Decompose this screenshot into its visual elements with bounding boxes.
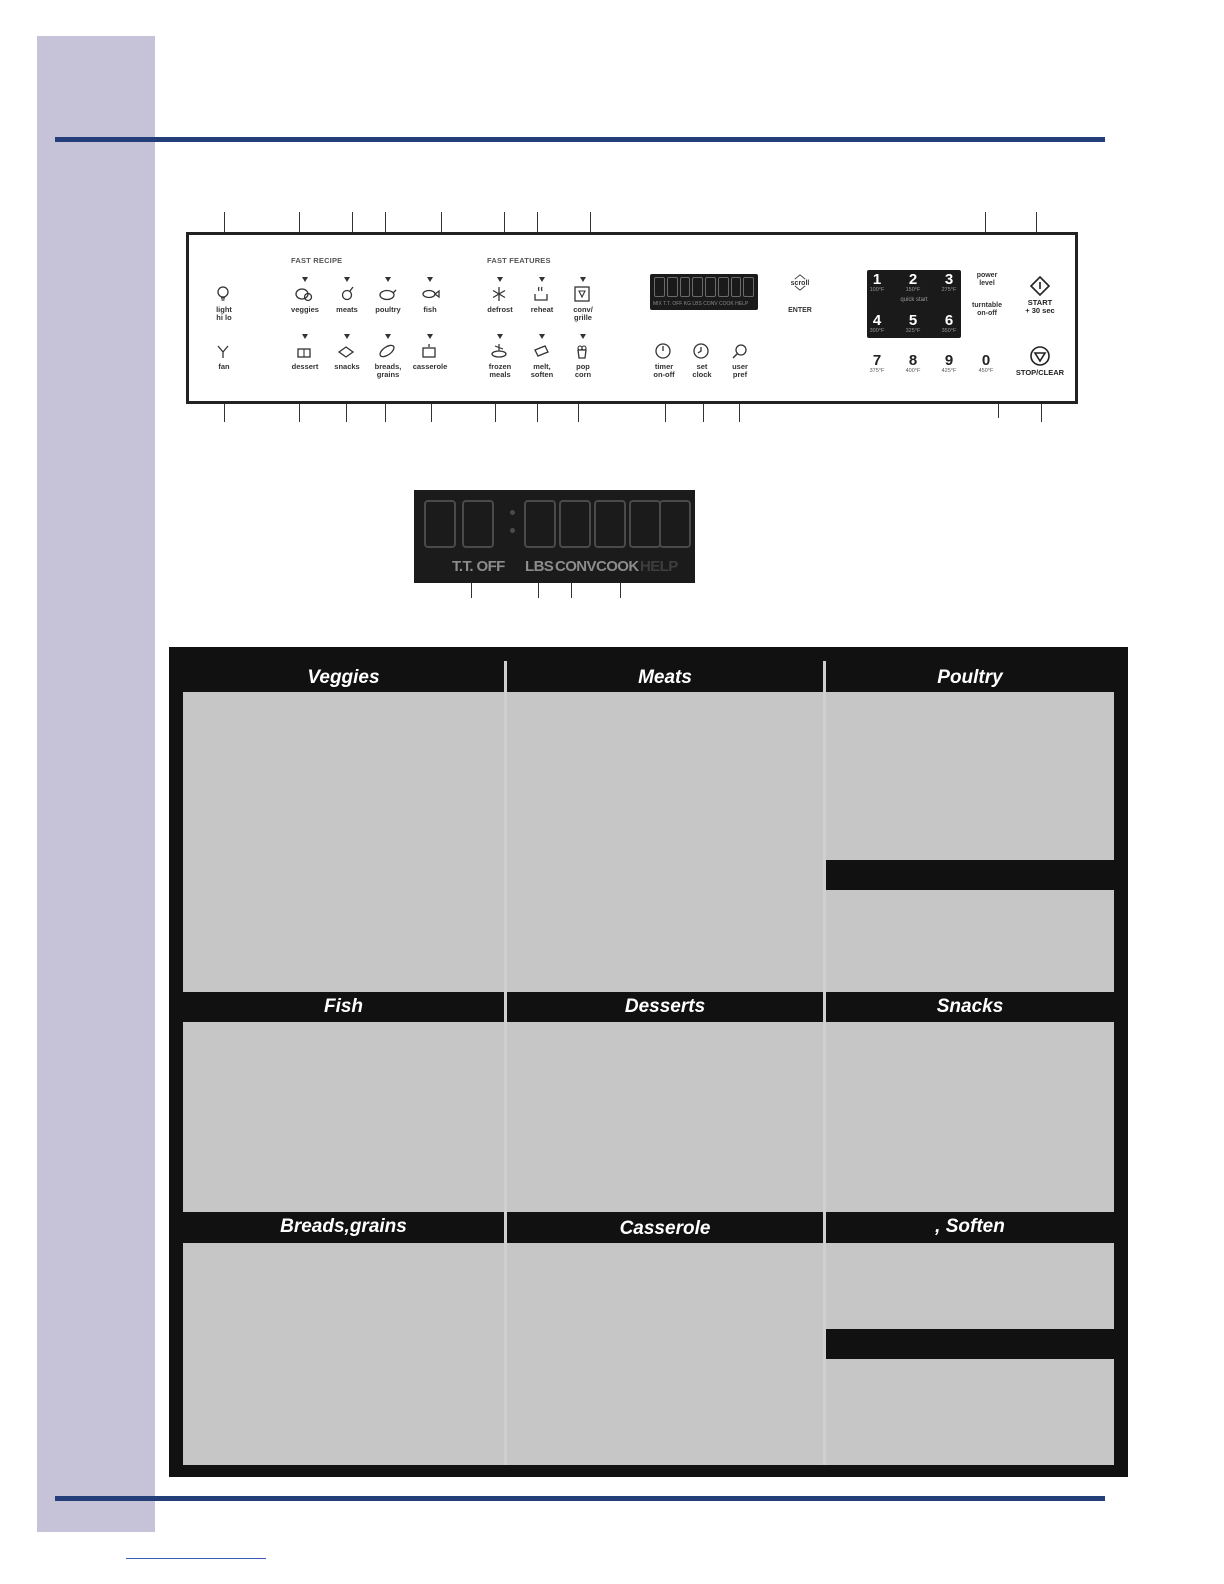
callout-line — [471, 583, 472, 598]
popcorn-button[interactable] — [553, 342, 613, 379]
display-digit — [462, 500, 494, 548]
button-label: dessert — [291, 362, 319, 371]
display-digit — [424, 500, 456, 548]
callout-line — [571, 583, 572, 598]
key-8[interactable] — [898, 353, 928, 375]
chevron-up-icon[interactable]: ︿ — [794, 269, 806, 281]
dessert-icon — [295, 342, 315, 360]
key-temp: 425°F — [941, 368, 957, 374]
fan-icon — [214, 342, 234, 360]
key-temp: 100°F — [869, 287, 885, 293]
cell-fish — [183, 1022, 504, 1212]
cell-desserts — [507, 1022, 823, 1212]
arrow-marker — [497, 277, 503, 282]
display-closeup — [414, 490, 695, 583]
button-label: snacks — [334, 362, 360, 371]
tt-off-indicator: T.T. OFF — [452, 558, 505, 575]
stop-clear-button[interactable]: STOP/CLEAR — [1010, 345, 1070, 377]
quick-start-label: quick start — [900, 297, 928, 303]
stop-icon — [1029, 345, 1051, 367]
arrow-marker — [427, 277, 433, 282]
casserole-icon — [420, 342, 440, 360]
display-digit — [524, 500, 556, 548]
cell-snacks — [826, 1022, 1114, 1212]
button-label-line2: soften — [530, 370, 554, 379]
melt-soften-icon — [532, 342, 552, 360]
cell-poultry — [826, 692, 1114, 860]
display-digits — [654, 277, 754, 297]
clock-icon — [692, 342, 712, 360]
scroll-label: scroll — [790, 280, 810, 287]
button-label-line2: on-off — [653, 370, 675, 379]
button-label: timer — [654, 362, 674, 371]
button-label: casserole — [412, 362, 448, 371]
key-number: 9 — [944, 352, 954, 369]
cell-poultry-extra — [826, 890, 1114, 992]
arrow-marker — [302, 334, 308, 339]
button-label: pop — [576, 362, 590, 371]
snacks-icon — [337, 342, 357, 360]
cell-meats — [507, 692, 823, 992]
fast-recipe-label: FAST RECIPE — [291, 256, 343, 265]
key-5[interactable] — [898, 313, 928, 335]
turntable-button[interactable]: turntable on-off — [972, 302, 1002, 317]
arrow-marker — [344, 334, 350, 339]
button-label-line2: grille — [574, 313, 592, 322]
button-label: meats — [336, 305, 358, 314]
title-casserole: Casserole — [619, 1218, 711, 1239]
title-snacks: Snacks — [936, 996, 1004, 1017]
display-caption: MIX T.T. OFF KG LBS CONV COOK HELP — [653, 301, 749, 307]
start-icon — [1029, 275, 1051, 297]
conv-indicator: CONV — [555, 558, 596, 575]
key-temp: 325°F — [905, 328, 921, 334]
user-pref-icon — [730, 342, 750, 360]
callout-line — [538, 583, 539, 598]
reheat-icon — [532, 285, 552, 303]
conv-grille-button[interactable] — [553, 285, 613, 322]
poultry-icon — [378, 285, 398, 303]
button-label: poultry — [375, 305, 401, 314]
button-label: melt, — [533, 362, 551, 371]
key-temp: 300°F — [869, 328, 885, 334]
button-label: reheat — [530, 305, 554, 314]
button-label: user — [732, 362, 748, 371]
key-temp: 150°F — [905, 287, 921, 293]
arrow-marker — [580, 277, 586, 282]
cell-breads-grains — [183, 1243, 504, 1465]
button-label: set — [696, 362, 708, 371]
bread-icon — [378, 342, 398, 360]
key-number: 2 — [908, 271, 918, 288]
veggies-icon — [295, 285, 315, 303]
arrow-marker — [427, 334, 433, 339]
key-0[interactable] — [971, 353, 1001, 375]
side-band — [37, 36, 155, 1532]
arrow-marker — [580, 334, 586, 339]
title-desserts: Desserts — [624, 996, 706, 1017]
display-digit — [629, 500, 661, 548]
button-label-line2: meals — [489, 370, 511, 379]
display-digit — [559, 500, 591, 548]
arrow-marker — [539, 277, 545, 282]
key-temp: 275°F — [941, 287, 957, 293]
help-indicator: HELP — [640, 558, 678, 575]
button-label-line2: clock — [692, 370, 712, 379]
button-label: conv/ — [573, 305, 593, 314]
frozen-meals-icon — [490, 342, 510, 360]
key-temp: 350°F — [941, 328, 957, 334]
key-number: 3 — [944, 271, 954, 288]
user-pref-button[interactable] — [710, 342, 770, 379]
cell-casserole — [507, 1243, 823, 1465]
key-number: 7 — [872, 352, 882, 369]
display-digit — [594, 500, 626, 548]
snowflake-icon — [490, 285, 510, 303]
casserole-button[interactable] — [400, 342, 460, 371]
light-bulb-icon — [214, 285, 234, 303]
footer-link-underline — [126, 1558, 266, 1559]
key-9[interactable] — [934, 353, 964, 375]
button-label: breads, — [374, 362, 402, 371]
button-label: light — [216, 305, 232, 314]
title-soften: , Soften — [935, 1216, 1005, 1237]
key-7[interactable] — [862, 353, 892, 375]
arrow-marker — [344, 277, 350, 282]
scroll-control[interactable] — [783, 270, 817, 314]
button-label: veggies — [291, 305, 319, 314]
power-level-button[interactable]: power level — [976, 272, 998, 287]
panel-display — [650, 274, 758, 310]
timer-icon — [654, 342, 674, 360]
button-label-line2: hi lo — [216, 313, 232, 322]
arrow-marker — [385, 334, 391, 339]
key-6[interactable] — [934, 313, 964, 335]
enter-button[interactable]: ENTER — [788, 307, 812, 314]
conv-grille-icon — [573, 285, 593, 303]
fish-icon — [420, 285, 440, 303]
header-rule — [55, 137, 1105, 142]
cell-soften — [826, 1243, 1114, 1329]
key-temp: 375°F — [869, 368, 885, 374]
button-label: fan — [218, 362, 230, 371]
arrow-marker — [497, 334, 503, 339]
meats-icon — [337, 285, 357, 303]
key-4[interactable] — [862, 313, 892, 335]
popcorn-icon — [573, 342, 593, 360]
arrow-marker — [539, 334, 545, 339]
button-label-line2: pref — [732, 370, 748, 379]
chevron-down-icon[interactable]: ﹀ — [794, 286, 806, 298]
title-veggies: Veggies — [307, 667, 380, 688]
key-number: 5 — [908, 312, 918, 329]
fan-button[interactable] — [194, 342, 254, 371]
display-digit — [659, 500, 691, 548]
key-number: 6 — [944, 312, 954, 329]
title-fish: Fish — [323, 996, 364, 1017]
button-label: defrost — [487, 305, 513, 314]
title-poultry: Poultry — [937, 667, 1003, 688]
arrow-marker — [385, 277, 391, 282]
callout-line — [620, 583, 621, 598]
button-label: frozen — [488, 362, 512, 371]
display-colon — [510, 508, 516, 538]
button-label-line2: grains — [376, 370, 400, 379]
key-number: 0 — [981, 352, 991, 369]
title-meats: Meats — [638, 667, 692, 688]
key-number: 4 — [872, 312, 882, 329]
recipe-table — [169, 647, 1128, 1477]
key-number: 8 — [908, 352, 918, 369]
title-breads-grains: Breads,grains — [280, 1216, 407, 1237]
key-1[interactable] — [862, 272, 892, 294]
start-button[interactable]: START + 30 sec — [1010, 275, 1070, 315]
fast-features-label: FAST FEATURES — [487, 256, 551, 265]
cook-indicator: COOK — [596, 558, 639, 575]
lbs-indicator: LBS — [525, 558, 554, 575]
light-bulb-button[interactable] — [194, 285, 254, 322]
key-temp: 400°F — [905, 368, 921, 374]
footer-rule — [55, 1496, 1105, 1501]
cell-veggies — [183, 692, 504, 992]
button-label-line2: corn — [574, 370, 592, 379]
key-2[interactable] — [898, 272, 928, 294]
key-number: 1 — [872, 271, 882, 288]
arrow-marker — [302, 277, 308, 282]
cell-soften-extra — [826, 1359, 1114, 1465]
fish-button[interactable] — [400, 285, 460, 314]
key-temp: 450°F — [978, 368, 994, 374]
button-label: fish — [423, 305, 437, 314]
key-3[interactable] — [934, 272, 964, 294]
